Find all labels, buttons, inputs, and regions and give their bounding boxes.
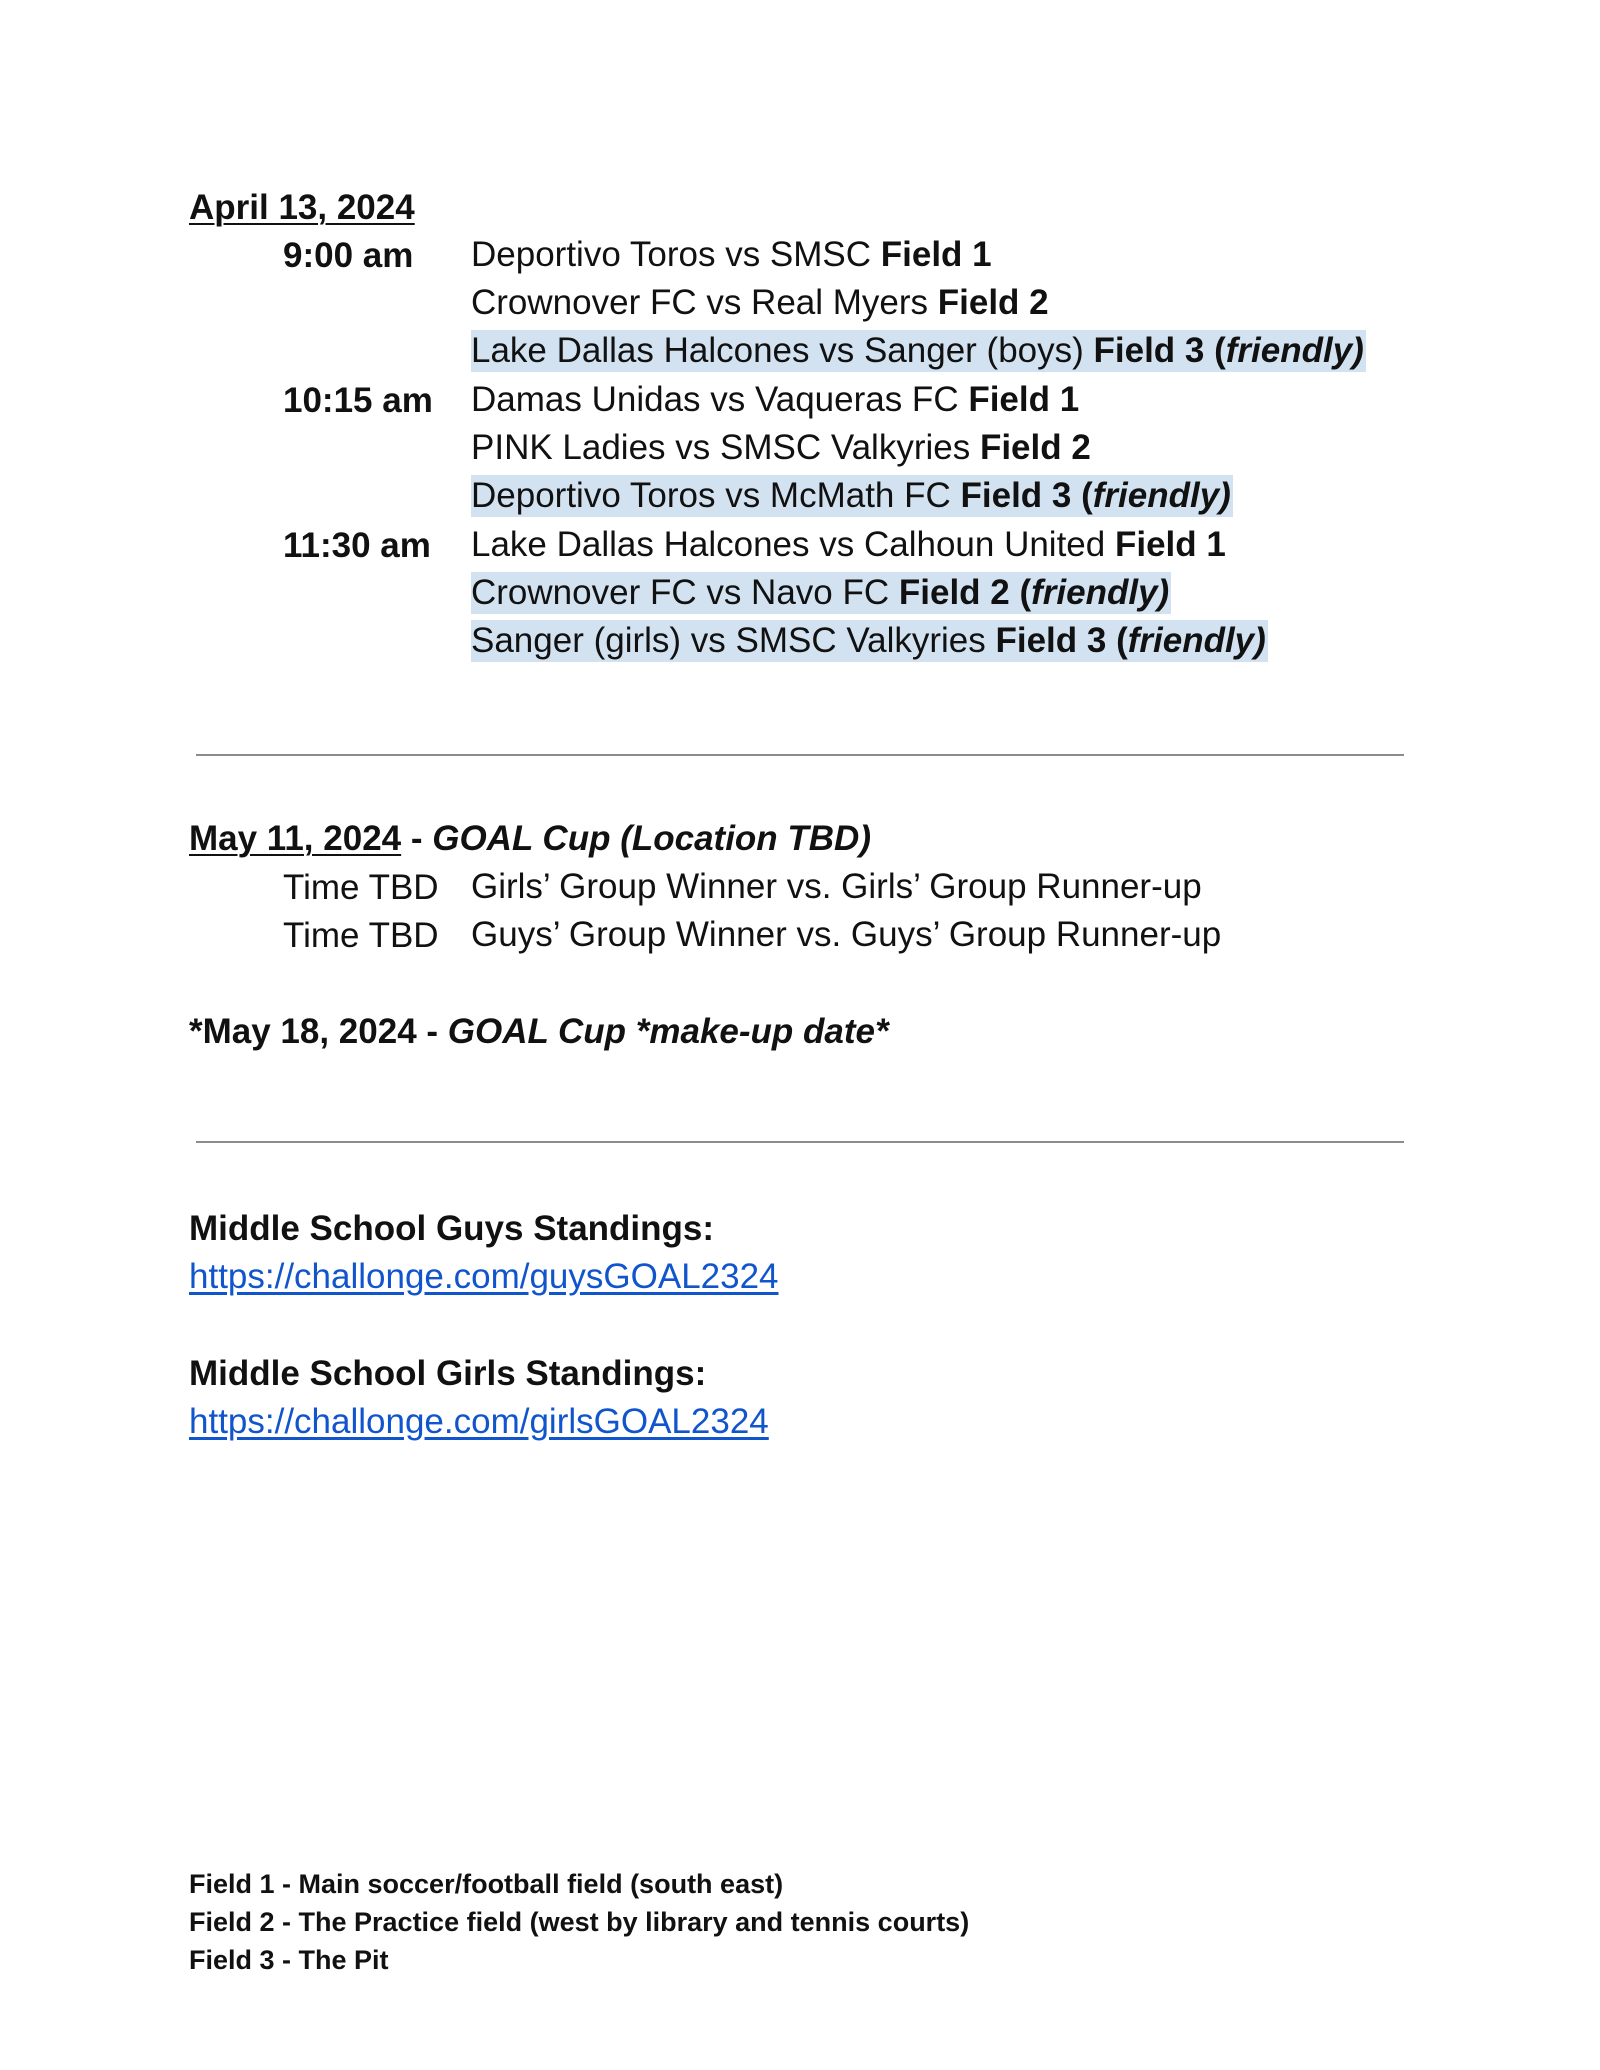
- guys-standings-link[interactable]: https://challonge.com/guysGOAL2324: [189, 1257, 779, 1296]
- match-field: Field 2 (: [898, 573, 1032, 612]
- match-teams: Lake Dallas Halcones vs Calhoun United: [471, 525, 1115, 564]
- may-heading: [189, 819, 871, 859]
- match-row-friendly: [471, 572, 1171, 614]
- game-time: Time TBD: [283, 916, 439, 955]
- friendly-label: friendly): [1225, 331, 1364, 370]
- makeup-date: *May 18, 2024 -: [189, 1012, 448, 1051]
- match-teams: Deportivo Toros vs McMath FC: [471, 476, 961, 515]
- makeup-date-line: [189, 1012, 889, 1052]
- match-row: [471, 427, 1091, 469]
- match-row: [471, 282, 1049, 324]
- match-field: Field 2: [937, 283, 1049, 322]
- girls-standings-title: Middle School Girls Standings:: [189, 1354, 707, 1393]
- field-legend-item: Field 3 - The Pit: [189, 1945, 389, 1975]
- match-teams: Crownover FC vs Real Myers: [471, 283, 938, 322]
- field-legend-item: Field 1 - Main soccer/football field (south east): [189, 1869, 784, 1899]
- match-field: Field 2: [979, 428, 1091, 467]
- section-divider: [196, 754, 1404, 756]
- match-field: Field 1: [1114, 525, 1226, 564]
- match-teams: Lake Dallas Halcones vs Sanger (boys): [471, 331, 1094, 370]
- friendly-label: friendly): [1127, 621, 1266, 660]
- game-desc: Girls’ Group Winner vs. Girls’ Group Runner-up: [471, 867, 1202, 906]
- match-field: Field 3 (: [960, 476, 1093, 515]
- match-field: Field 1: [968, 380, 1080, 419]
- field-legend-item: Field 2 - The Practice field (west by library and tennis courts): [189, 1907, 970, 1937]
- game-time: Time TBD: [283, 868, 439, 907]
- match-teams: Crownover FC vs Navo FC: [471, 573, 899, 612]
- may-subtitle: GOAL Cup (Location TBD): [432, 819, 871, 858]
- april-date-heading: April 13, 2024: [189, 188, 415, 227]
- match-field: Field 1: [880, 235, 992, 274]
- match-row: [471, 379, 1079, 421]
- friendly-label: friendly): [1031, 573, 1170, 612]
- match-row-friendly: [471, 620, 1268, 662]
- match-teams: Deportivo Toros vs SMSC: [471, 235, 881, 274]
- match-field: Field 3 (: [1093, 331, 1226, 370]
- match-teams: Damas Unidas vs Vaqueras FC: [471, 380, 969, 419]
- match-teams: PINK Ladies vs SMSC Valkyries: [471, 428, 980, 467]
- section-divider: [196, 1141, 1404, 1143]
- heading-separator: -: [401, 819, 433, 858]
- game-desc: Guys’ Group Winner vs. Guys’ Group Runner-up: [471, 915, 1222, 954]
- match-teams: Sanger (girls) vs SMSC Valkyries: [471, 621, 996, 660]
- slot-time: 9:00 am: [283, 236, 414, 275]
- girls-standings-link[interactable]: https://challonge.com/girlsGOAL2324: [189, 1402, 769, 1441]
- slot-time: 11:30 am: [283, 526, 431, 565]
- guys-standings-title: Middle School Guys Standings:: [189, 1209, 715, 1248]
- match-row: [471, 234, 992, 276]
- makeup-label: GOAL Cup *make-up date*: [447, 1012, 889, 1051]
- may-date: May 11, 2024: [189, 819, 402, 858]
- match-field: Field 3 (: [995, 621, 1128, 660]
- match-row: [471, 524, 1226, 566]
- match-row-friendly: [471, 330, 1366, 372]
- match-row-friendly: [471, 475, 1233, 517]
- friendly-label: friendly): [1092, 476, 1231, 515]
- slot-time: 10:15 am: [283, 381, 433, 420]
